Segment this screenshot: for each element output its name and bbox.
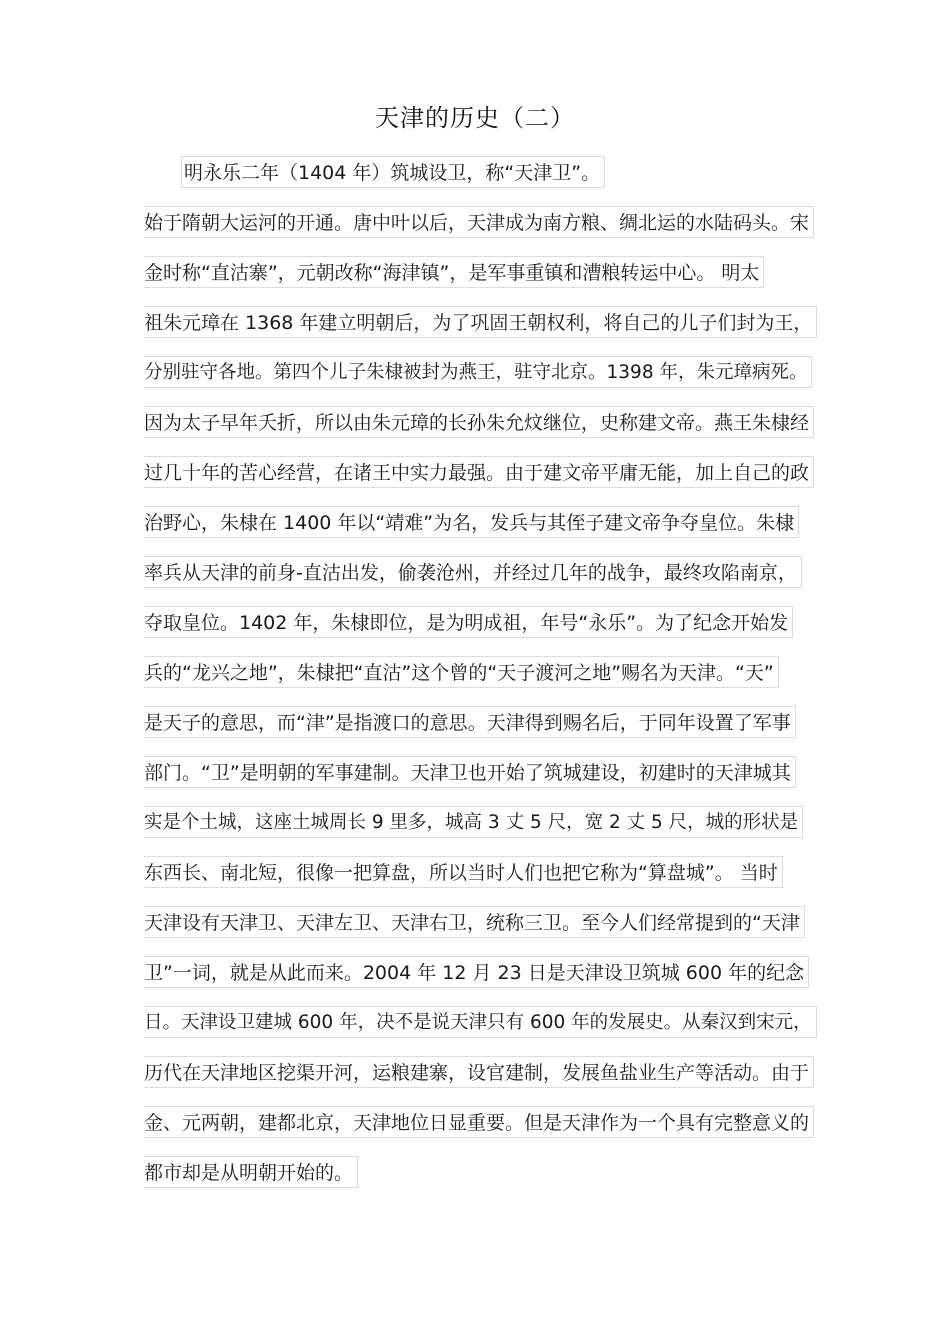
- text-line-20: 金、元两朝，建都北京，天津地位日显重要。但是天津作为一个具有完整意义的: [144, 1106, 814, 1138]
- text-line-1: 明永乐二年（1404 年）筑城设卫，称“天津卫”。: [181, 156, 605, 188]
- text-line-3: 金时称“直沽寨”，元朝改称“海津镇”，是军事重镇和漕粮转运中心。 明太: [144, 256, 764, 288]
- text-line-4: 祖朱元璋在 1368 年建立明朝后，为了巩固王朝权利，将自己的儿子们封为王，: [144, 306, 817, 338]
- text-line-9: 率兵从天津的前身-直沽出发，偷袭沧州，并经过几年的战争，最终攻陷南京，: [144, 556, 802, 588]
- text-line-19: 历代在天津地区挖渠开河，运粮建寨，设官建制，发展鱼盐业生产等活动。由于: [144, 1056, 814, 1088]
- text-line-21: 都市却是从明朝开始的。: [144, 1156, 358, 1188]
- text-line-8: 治野心，朱棣在 1400 年以“靖难”为名，发兵与其侄子建文帝争夺皇位。朱棣: [144, 506, 799, 538]
- text-line-15: 东西长、南北短，很像一把算盘，所以当时人们也把它称为“算盘城”。 当时: [144, 856, 783, 888]
- text-line-2: 始于隋朝大运河的开通。唐中叶以后，天津成为南方粮、绸北运的水陆码头。宋: [144, 206, 814, 238]
- text-line-14: 实是个土城，这座土城周长 9 里多，城高 3 丈 5 尺，宽 2 丈 5 尺，城的形状是: [144, 806, 803, 838]
- text-line-11: 兵的“龙兴之地”，朱棣把“直沽”这个曾的“天子渡河之地”赐名为天津。“天”: [144, 656, 779, 688]
- text-line-16: 天津设有天津卫、天津左卫、天津右卫，统称三卫。至今人们经常提到的“天津: [144, 906, 805, 938]
- document-title: 天津的历史（二）: [375, 104, 575, 132]
- text-line-5: 分别驻守各地。第四个儿子朱棣被封为燕王，驻守北京。1398 年，朱元璋病死。: [144, 356, 812, 388]
- text-line-7: 过几十年的苦心经营，在诸王中实力最强。由于建文帝平庸无能，加上自己的政: [144, 456, 814, 488]
- text-line-18: 日。天津设卫建城 600 年，决不是说天津只有 600 年的发展史。从秦汉到宋元，: [144, 1006, 817, 1038]
- text-line-12: 是天子的意思，而“津”是指渡口的意思。天津得到赐名后，于同年设置了军事: [144, 706, 796, 738]
- text-line-17: 卫”一词，就是从此而来。2004 年 12 月 23 日是天津设卫筑城 600 年的纪念: [144, 956, 809, 988]
- text-line-10: 夺取皇位。1402 年，朱棣即位，是为明成祖，年号“永乐”。为了纪念开始发: [144, 606, 793, 638]
- text-line-6: 因为太子早年夭折，所以由朱元璋的长孙朱允炆继位，史称建文帝。燕王朱棣经: [144, 406, 814, 438]
- text-line-13: 部门。“卫”是明朝的军事建制。天津卫也开始了筑城建设，初建时的天津城其: [144, 756, 796, 788]
